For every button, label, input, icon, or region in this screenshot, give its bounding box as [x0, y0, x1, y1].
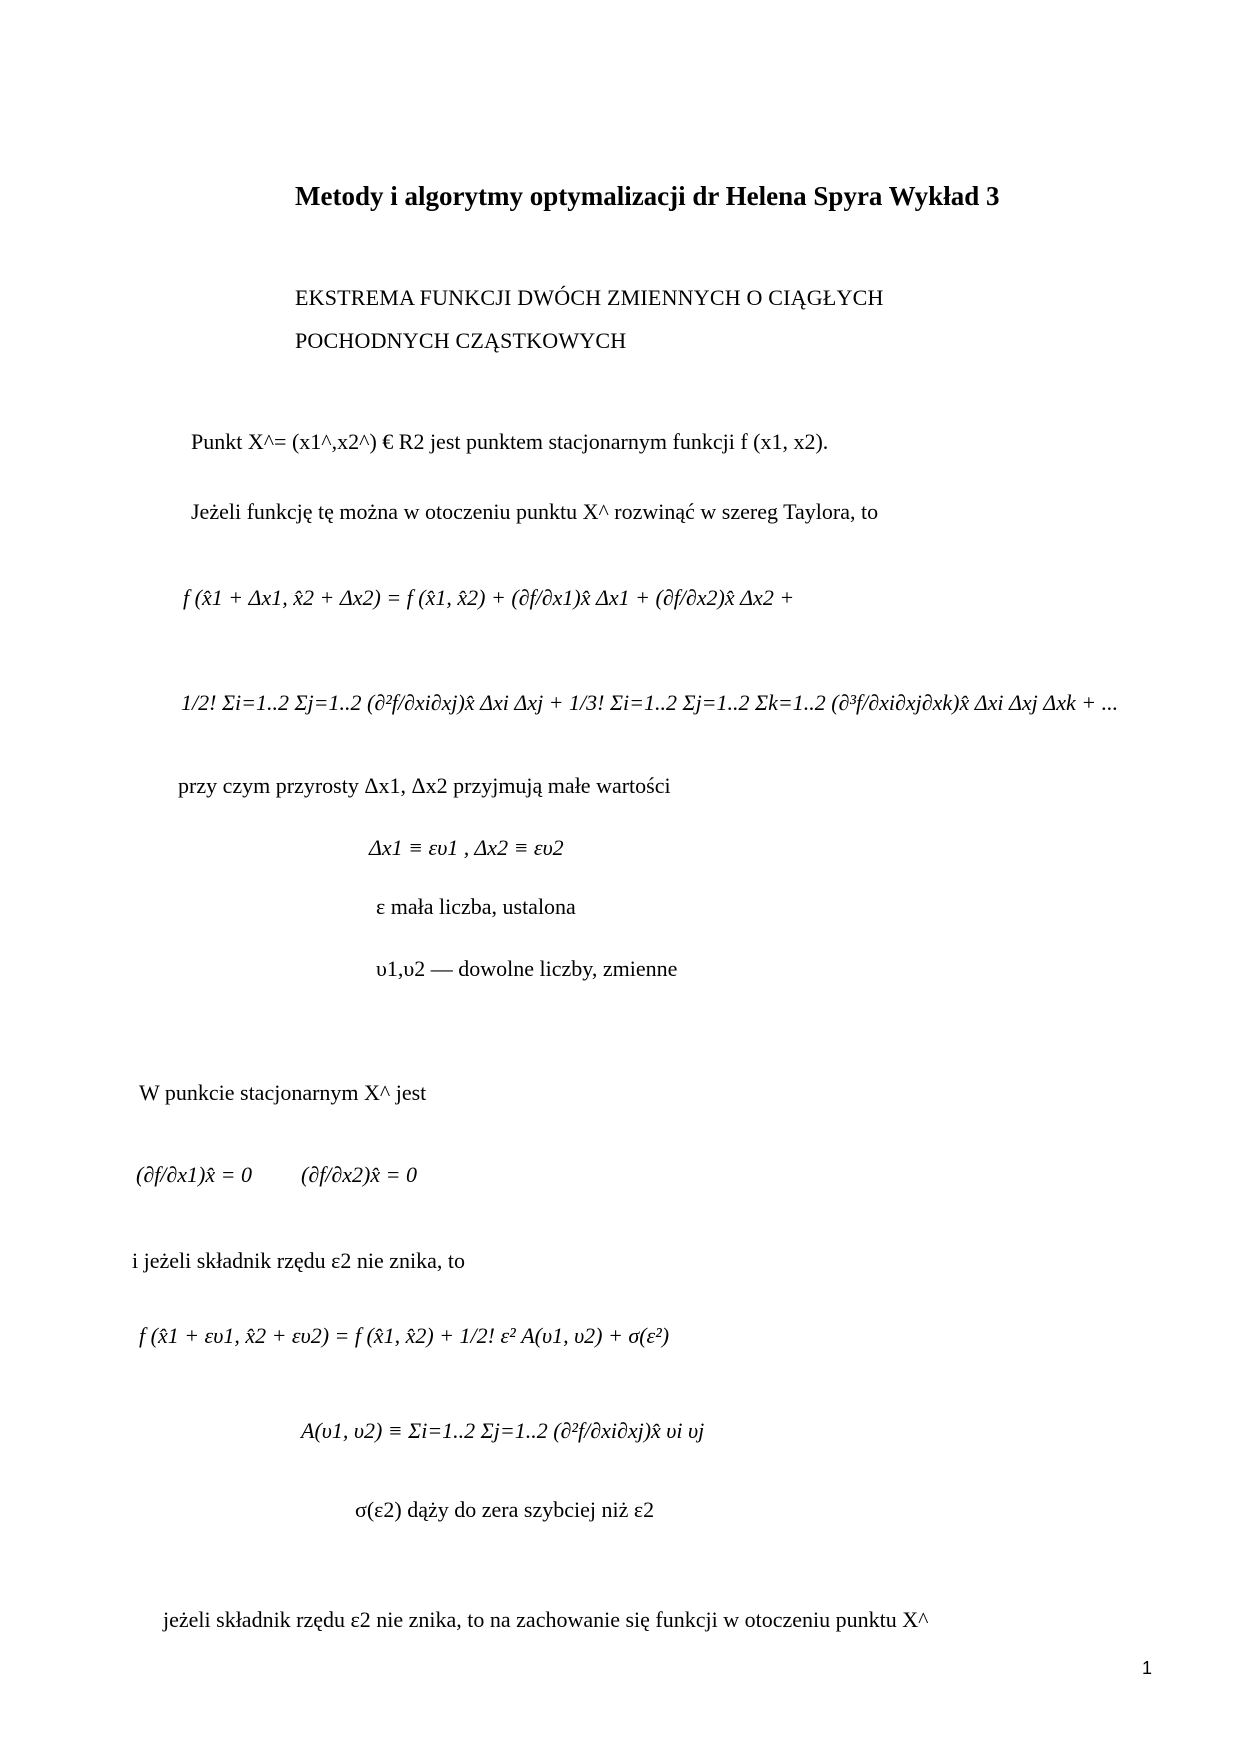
paragraph-final: jeżeli składnik rzędu ε2 nie znika, to na zachowanie się funkcji w otoczeniu punktu X^ — [163, 1607, 929, 1632]
equation-taylor-line-2: 1/2! Σi=1..2 Σj=1..2 (∂²f/∂xi∂xj)x̂ Δxi Δxj + 1/3! Σi=1..2 Σj=1..2 Σk=1..2 (∂³f/∂xi∂xj∂xk)x̂ Δxi Δxj Δxk + ... — [181, 690, 1119, 715]
equation-second-order-expansion: f (x̂1 + ευ1, x̂2 + ευ2) = f (x̂1, x̂2) + 1/2! ε² A(υ1, υ2) + σ(ε²) — [139, 1323, 670, 1348]
equation-increments: Δx1 ≡ ευ1 , Δx2 ≡ ευ2 — [369, 835, 564, 860]
sigma-definition: σ(ε2) dąży do zera szybciej niż ε2 — [355, 1497, 655, 1522]
epsilon-definition: ε mała liczba, ustalona — [376, 894, 576, 919]
equation-partial-x1-zero: (∂f/∂x1)x̂ = 0 — [136, 1162, 252, 1187]
paragraph-second-order: i jeżeli składnik rzędu ε2 nie znika, to — [132, 1248, 466, 1273]
paragraph-stationary-point: Punkt X^= (x1^,x2^) € R2 jest punktem stacjonarnym funkcji f (x1, x2). — [191, 429, 829, 454]
paragraph-stationary-condition: W punkcie stacjonarnym X^ jest — [139, 1080, 427, 1105]
equation-taylor-line-1: f (x̂1 + Δx1, x̂2 + Δx2) = f (x̂1, x̂2) + (∂f/∂x1)x̂ Δx1 + (∂f/∂x2)x̂ Δx2 + — [183, 585, 795, 610]
upsilon-definition: υ1,υ2 — dowolne liczby, zmienne — [376, 956, 678, 981]
equation-A-definition: A(υ1, υ2) ≡ Σi=1..2 Σj=1..2 (∂²f/∂xi∂xj)x̂ υi υj — [301, 1418, 705, 1443]
equation-partial-x2-zero: (∂f/∂x2)x̂ = 0 — [301, 1162, 417, 1187]
section-heading-line-1: EKSTREMA FUNKCJI DWÓCH ZMIENNYCH O CIĄGŁYCH — [295, 285, 884, 310]
section-heading-line-2: POCHODNYCH CZĄSTKOWYCH — [295, 328, 627, 353]
paragraph-increments: przy czym przyrosty Δx1, Δx2 przyjmują małe wartości — [178, 773, 671, 798]
document-title: Metody i algorytmy optymalizacji dr Helena Spyra Wykład 3 — [295, 181, 1000, 211]
page-number: 1 — [1142, 1658, 1153, 1678]
paragraph-taylor-intro: Jeżeli funkcję tę można w otoczeniu punktu X^ rozwinąć w szereg Taylora, to — [191, 499, 879, 524]
